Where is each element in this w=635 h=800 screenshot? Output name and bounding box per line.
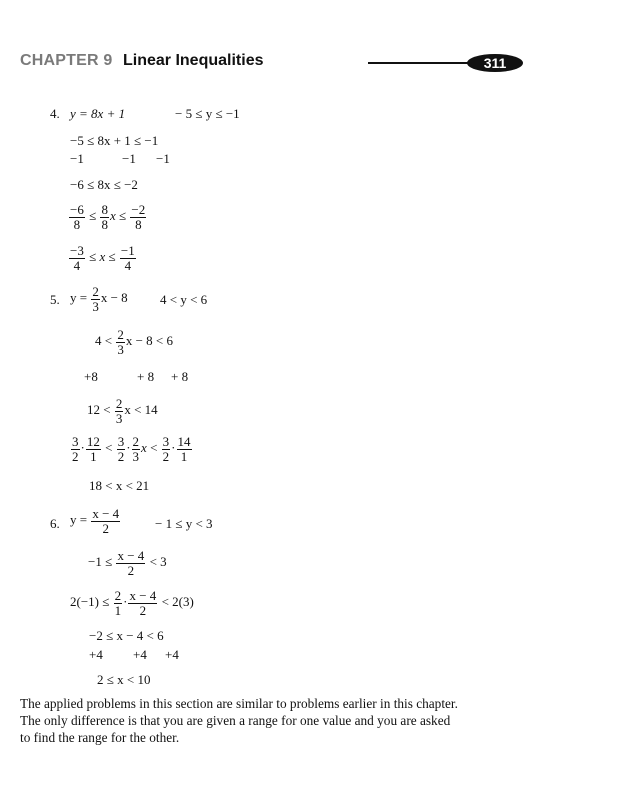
- p4-step-3: −6 ≤ 8x ≤ −2: [70, 177, 138, 192]
- p5-step-2c: + 8: [171, 369, 189, 384]
- p5-step-1: 4 < $\frac{2}{3}$ x − 8 < 6: [95, 327, 174, 357]
- p6-step-1: −1 ≤ $\frac{x - 4}{2}$ < 3: [88, 548, 167, 578]
- p6-step-4a: +4: [89, 647, 103, 662]
- header-rule: [368, 62, 476, 64]
- body-paragraph: The applied problems in this section are similar to problems earlier in this chapter. The only difference is that you are given a range for one value and you are asked to find the range for the other.: [20, 696, 458, 745]
- p5-step-3: 12 < $\frac{2}{3}$ x < 14: [87, 396, 158, 426]
- p6-step-3: −2 ≤ x − 4 < 6: [89, 628, 164, 643]
- problem-6-range: − 1 ≤ y < 3: [155, 516, 213, 531]
- problem-5-number: 5.: [50, 292, 60, 307]
- page-number-badge: 311: [467, 54, 523, 72]
- p4-step-4: $\frac{-6}{8}$ ≤ $\frac{8}{8}$ x ≤ $\frac{-2}{8}$: [70, 202, 146, 232]
- p5-step-2b: + 8: [137, 369, 155, 384]
- p6-step-5: 2 ≤ x < 10: [97, 672, 151, 687]
- chapter-title: Linear Inequalities: [123, 52, 264, 69]
- p5-step-2a: +8: [84, 369, 98, 384]
- problem-5-equation: y = $\frac{2}{3}$ x − 8: [70, 284, 128, 314]
- p6-step-4b: +4: [133, 647, 147, 662]
- p6-step-2: 2(−1) ≤ $\frac{2}{1}$ · $\frac{x - 4}{2}$ < 2(3): [70, 588, 194, 618]
- p4-step-2c: −1: [156, 151, 170, 166]
- problem-6-equation: y = $\frac{x - 4}{2}$: [70, 506, 120, 536]
- p6-step-4c: +4: [165, 647, 179, 662]
- p4-step-1: −5 ≤ 8x + 1 ≤ −1: [70, 133, 159, 148]
- p4-step-5: $\frac{-3}{4}$ ≤ x ≤ $\frac{-1}{4}$: [70, 243, 135, 273]
- problem-4-equation: y = 8x + 1: [70, 106, 126, 121]
- p4-step-2a: −1: [70, 151, 84, 166]
- problem-4-number: 4.: [50, 106, 60, 121]
- chapter-label: CHAPTER 9: [20, 52, 113, 69]
- problem-4-range: − 5 ≤ y ≤ −1: [175, 106, 240, 121]
- p5-step-5: 18 < x < 21: [89, 478, 150, 493]
- problem-5-range: 4 < y < 6: [160, 292, 208, 307]
- problem-6-number: 6.: [50, 516, 60, 531]
- p5-step-4: $\frac{3}{2}$ · $\frac{12}{1}$ < $\frac{3}{2}$ · $\frac{2}{3}$ x < $\frac{3}{2}$ · $\frac{14}{1}$: [72, 434, 191, 464]
- p4-step-2b: −1: [122, 151, 136, 166]
